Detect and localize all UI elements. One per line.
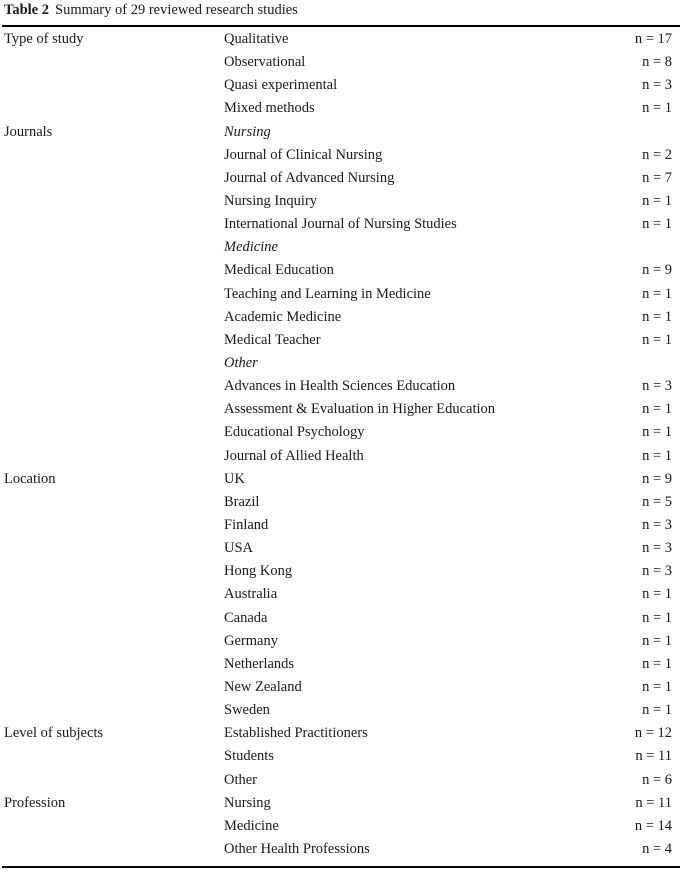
item-cell: Advances in Health Sciences Education: [224, 378, 456, 395]
subgroup-heading: Medicine: [224, 239, 278, 256]
count-cell: n = 12: [634, 725, 672, 742]
table-row: [0, 769, 683, 792]
table-row: [0, 745, 683, 768]
count-cell: n = 1: [642, 401, 672, 418]
table-row: [0, 398, 683, 421]
table-row: [0, 583, 683, 606]
table-row: [0, 653, 683, 676]
table-label: Table 2: [4, 2, 49, 18]
table-row: [0, 514, 683, 537]
item-cell: Sweden: [224, 702, 270, 719]
item-cell: Netherlands: [224, 655, 295, 672]
item-cell: Qualitative: [224, 31, 289, 47]
subgroup-heading: Nursing: [224, 123, 271, 140]
table-row: [0, 676, 683, 699]
count-cell: n = 1: [642, 586, 672, 603]
count-cell: n = 1: [642, 308, 672, 325]
count-cell: n = 1: [642, 100, 672, 117]
table-row: [0, 167, 683, 190]
item-cell: Students: [224, 748, 274, 765]
table-row: [0, 144, 683, 167]
table-title: Summary of 29 reviewed research studies: [55, 2, 298, 18]
table-row: [0, 699, 683, 722]
subgroup-heading: Other: [224, 354, 258, 371]
count-cell: n = 1: [642, 447, 672, 464]
item-cell: Medical Teacher: [224, 331, 321, 348]
table-row: [0, 236, 683, 259]
item-cell: Observational: [224, 54, 306, 71]
table-row: [0, 283, 683, 306]
count-cell: n = 9: [642, 470, 672, 487]
count-cell: n = 3: [642, 563, 672, 580]
count-cell: n = 17: [634, 31, 672, 47]
table-row: [0, 259, 683, 282]
count-cell: n = 1: [642, 702, 672, 719]
table-row: [0, 352, 683, 375]
category-cell: Level of subjects: [4, 725, 104, 742]
item-cell: Educational Psychology: [224, 424, 365, 441]
count-cell: n = 9: [642, 262, 672, 279]
count-cell: n = 1: [642, 678, 672, 695]
table-row: [0, 722, 683, 745]
item-cell: Teaching and Learning in Medicine: [224, 285, 431, 302]
count-cell: n = 6: [642, 771, 672, 788]
count-cell: n = 14: [634, 817, 672, 834]
item-cell: Nursing Inquiry: [224, 192, 318, 209]
table-row: [0, 74, 683, 97]
table-row: [0, 838, 683, 861]
top-rule: [2, 25, 680, 27]
table-row: [0, 375, 683, 398]
item-cell: UK: [224, 470, 245, 487]
count-cell: n = 1: [642, 609, 672, 626]
count-cell: n = 1: [642, 655, 672, 672]
count-cell: n = 3: [642, 516, 672, 533]
item-cell: Journal of Allied Health: [224, 447, 364, 464]
count-cell: n = 11: [635, 748, 672, 765]
table-row: [0, 491, 683, 514]
item-cell: International Journal of Nursing Studies: [224, 216, 457, 233]
item-cell: Germany: [224, 632, 278, 649]
table-row: [0, 306, 683, 329]
count-cell: n = 8: [642, 54, 672, 71]
count-cell: n = 3: [642, 77, 672, 94]
table-row: [0, 421, 683, 444]
item-cell: Other Health Professions: [224, 840, 370, 857]
count-cell: n = 1: [642, 285, 672, 302]
bottom-rule: [2, 866, 680, 868]
table-row: [0, 630, 683, 653]
item-cell: Quasi experimental: [224, 77, 338, 94]
table-row: [0, 28, 683, 51]
item-cell: USA: [224, 540, 254, 557]
item-cell: Finland: [224, 516, 269, 533]
item-cell: Brazil: [224, 493, 260, 510]
item-cell: New Zealand: [224, 678, 302, 695]
item-cell: Journal of Clinical Nursing: [224, 146, 383, 163]
item-cell: Assessment & Evaluation in Higher Education: [224, 401, 496, 418]
table-row: [0, 560, 683, 583]
count-cell: n = 1: [642, 216, 672, 233]
item-cell: Hong Kong: [224, 563, 293, 580]
table-row: [0, 468, 683, 491]
table-row: [0, 815, 683, 838]
item-cell: Australia: [224, 586, 278, 603]
table-row: [0, 329, 683, 352]
count-cell: n = 7: [642, 169, 672, 186]
count-cell: n = 3: [642, 540, 672, 557]
table-row: [0, 121, 683, 144]
count-cell: n = 11: [635, 794, 672, 811]
count-cell: n = 4: [642, 840, 672, 857]
item-cell: Established Practitioners: [224, 725, 368, 742]
category-cell: Profession: [4, 794, 66, 811]
table-row: [0, 51, 683, 74]
table-row: [0, 190, 683, 213]
count-cell: n = 1: [642, 424, 672, 441]
item-cell: Medical Education: [224, 262, 334, 279]
item-cell: Mixed methods: [224, 100, 315, 117]
table-row: [0, 792, 683, 815]
category-cell: Type of study: [4, 31, 84, 47]
table-caption: [4, 1, 298, 19]
count-cell: n = 1: [642, 632, 672, 649]
item-cell: Other: [224, 771, 258, 788]
item-cell: Medicine: [224, 817, 279, 834]
item-cell: Nursing: [224, 794, 271, 811]
count-cell: n = 2: [642, 146, 672, 163]
table-row: [0, 97, 683, 120]
category-cell: Location: [4, 470, 56, 487]
item-cell: Journal of Advanced Nursing: [224, 169, 395, 186]
count-cell: n = 1: [642, 331, 672, 348]
item-cell: Academic Medicine: [224, 308, 342, 325]
table-row: [0, 445, 683, 468]
count-cell: n = 5: [642, 493, 672, 510]
summary-table: [0, 28, 683, 861]
table-row: [0, 537, 683, 560]
table-row: [0, 607, 683, 630]
count-cell: n = 1: [642, 192, 672, 209]
category-cell: Journals: [4, 123, 53, 140]
item-cell: Canada: [224, 609, 268, 626]
count-cell: n = 3: [642, 378, 672, 395]
table-row: [0, 213, 683, 236]
